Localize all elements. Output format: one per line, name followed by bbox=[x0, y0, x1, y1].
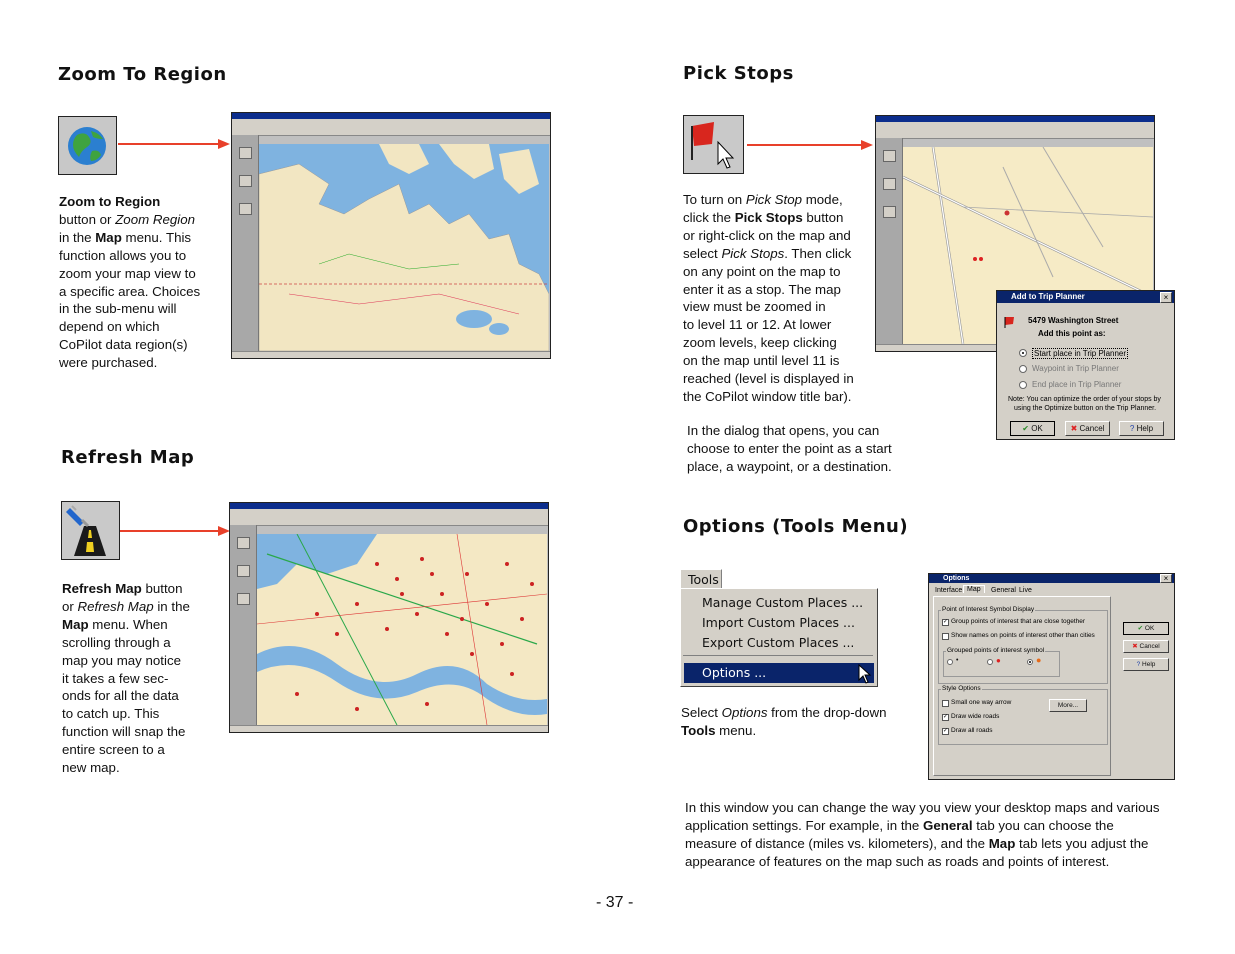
body-line: CoPilot data region(s) bbox=[59, 337, 188, 353]
body-line: application settings. For example, in the General tab you can choose the bbox=[685, 817, 1114, 833]
pick-title: Pick Stops bbox=[683, 63, 794, 84]
chk-show-names-label: Show names on points of interest other than cities bbox=[951, 632, 1095, 639]
body-line: Zoom to Region bbox=[59, 194, 161, 209]
symbol-radio-1[interactable] bbox=[947, 659, 953, 665]
body-line: In this window you can change the way you view your desktop maps and various bbox=[685, 800, 1160, 815]
pick-body-2 bbox=[687, 422, 917, 476]
dialog-address: 5479 Washington Street bbox=[1028, 316, 1119, 325]
menu-options-highlight[interactable] bbox=[684, 663, 874, 683]
refresh-body bbox=[62, 580, 222, 777]
pick-arrow bbox=[747, 138, 873, 152]
style-options-label: Style Options bbox=[942, 685, 981, 692]
chk-group-poi-label: Group points of interest that are close together bbox=[951, 618, 1086, 625]
page-number: - 37 - bbox=[596, 894, 634, 911]
add-to-trip-planner-dialog bbox=[996, 290, 1175, 440]
chk-group-poi[interactable]: ✓ bbox=[943, 619, 949, 625]
body-line: choose to enter the point as a start bbox=[687, 440, 892, 456]
group-poi-label: Point of Interest Symbol Display bbox=[942, 606, 1035, 613]
body-line: in the Map menu. This bbox=[59, 229, 192, 245]
body-line: or right-click on the map and bbox=[683, 227, 851, 243]
body-line: to catch up. This bbox=[62, 706, 160, 722]
options-cancel-button[interactable]: ✖ Cancel bbox=[1123, 640, 1169, 653]
options-paragraph bbox=[685, 799, 1205, 871]
menu-options[interactable]: Options ... bbox=[702, 665, 767, 680]
dialog-note-2: using the Optimize button on the Trip Planner. bbox=[1014, 405, 1157, 412]
options-title: Options (Tools Menu) bbox=[683, 516, 909, 537]
tools-menu bbox=[680, 569, 878, 687]
refresh-screenshot bbox=[229, 502, 549, 733]
body-line: or Refresh Map in the bbox=[62, 598, 190, 614]
flag-icon bbox=[1003, 315, 1017, 329]
zoom-region-icon[interactable] bbox=[58, 116, 117, 175]
body-line: map you may notice bbox=[62, 652, 181, 668]
options-help-button[interactable]: ? Help bbox=[1123, 658, 1169, 671]
ok-button[interactable]: ✔ OK bbox=[1010, 421, 1055, 436]
tab-general[interactable]: General bbox=[991, 587, 1016, 594]
options-dialog: Options × Interface Map General Live Point of Interest Symbol Display ✓ Group points of interest that are close together Show names on points of interest other than cities Grouped points of interest symbol • ● ● Style Options Small one way arrow More... ✓ Draw wide roads ✓ Draw all roads ✔ OK ✖ Cancel ? Help bbox=[928, 573, 1175, 780]
body-line: To turn on Pick Stop mode, bbox=[683, 192, 843, 207]
tab-map[interactable]: Map bbox=[963, 585, 985, 593]
body-line: Select Options from the drop-down bbox=[681, 705, 887, 720]
options-close-icon[interactable]: × bbox=[1160, 574, 1172, 583]
body-line: Tools menu. bbox=[681, 722, 757, 738]
refresh-arrow bbox=[120, 524, 230, 538]
chk-small-arrow[interactable] bbox=[942, 700, 949, 707]
symbol-radio-2[interactable] bbox=[987, 659, 993, 665]
body-line: onds for all the data bbox=[62, 688, 179, 704]
cursor-icon bbox=[858, 664, 872, 684]
refresh-map-icon[interactable] bbox=[61, 501, 120, 560]
body-line: button or Zoom Region bbox=[59, 211, 196, 227]
more-button[interactable]: More... bbox=[1049, 699, 1087, 712]
grouped-symbol-label: Grouped points of interest symbol bbox=[947, 647, 1045, 654]
chk-all-roads[interactable]: ✓ bbox=[943, 728, 949, 734]
chk-small-arrow-label: Small one way arrow bbox=[951, 699, 1012, 706]
body-line: enter it as a stop. The map bbox=[683, 281, 841, 297]
dialog-title: Add to Trip Planner bbox=[997, 291, 1174, 303]
tools-menu-header[interactable]: Tools bbox=[680, 569, 722, 588]
dialog-note-1: Note: You can optimize the order of your stops by bbox=[1008, 396, 1161, 403]
chk-all-roads-label: Draw all roads bbox=[951, 727, 993, 734]
body-line: entire screen to a bbox=[62, 742, 165, 758]
body-line: measure of distance (miles vs. kilometers), and the Map tab lets you adjust the bbox=[685, 835, 1149, 851]
body-line: function allows you to bbox=[59, 247, 187, 263]
body-line: reached (level is displayed in bbox=[683, 371, 854, 387]
body-line: zoom your map view to bbox=[59, 265, 196, 281]
chk-wide-roads-label: Draw wide roads bbox=[951, 713, 1000, 720]
zoom-body bbox=[59, 193, 219, 372]
menu-manage-custom-places[interactable]: Manage Custom Places ... bbox=[702, 595, 864, 610]
pick-stops-icon[interactable] bbox=[683, 115, 744, 174]
option-waypoint-label[interactable]: Waypoint in Trip Planner bbox=[1032, 364, 1119, 373]
zoom-screenshot bbox=[231, 112, 551, 359]
body-line: appearance of features on the map such as roads and points of interest. bbox=[685, 853, 1110, 869]
body-line: the CoPilot window title bar). bbox=[683, 388, 852, 404]
menu-import-custom-places[interactable]: Import Custom Places ... bbox=[702, 615, 855, 630]
body-line: it takes a few sec- bbox=[62, 670, 169, 686]
cancel-button[interactable]: ✖ Cancel bbox=[1065, 421, 1110, 436]
pick-body bbox=[683, 191, 873, 406]
body-line: on the map until level 11 is bbox=[683, 353, 840, 369]
body-line: on any point on the map to bbox=[683, 263, 841, 279]
body-line: a specific area. Choices bbox=[59, 283, 201, 299]
dialog-prompt: Add this point as: bbox=[1038, 329, 1106, 338]
body-line: view must be zoomed in bbox=[683, 299, 826, 315]
body-line: depend on which bbox=[59, 319, 160, 335]
tab-interface[interactable]: Interface bbox=[935, 587, 963, 594]
option-end-label[interactable]: End place in Trip Planner bbox=[1032, 380, 1122, 389]
help-button[interactable]: ? Help bbox=[1119, 421, 1164, 436]
symbol-radio-3[interactable] bbox=[1027, 659, 1033, 665]
zoom-title: Zoom To Region bbox=[58, 64, 227, 85]
chk-wide-roads[interactable]: ✓ bbox=[943, 714, 949, 720]
body-line: were purchased. bbox=[59, 355, 158, 371]
menu-export-custom-places[interactable]: Export Custom Places ... bbox=[702, 635, 855, 650]
options-dialog-title: Options bbox=[929, 574, 1174, 583]
option-start-radio[interactable] bbox=[1019, 349, 1027, 357]
body-line: scrolling through a bbox=[62, 634, 171, 650]
body-line: Refresh Map button bbox=[62, 581, 183, 596]
options-caption bbox=[681, 704, 911, 740]
option-end-radio[interactable] bbox=[1019, 381, 1027, 389]
body-line: Map menu. When bbox=[62, 616, 168, 632]
body-line: zoom levels, keep clicking bbox=[683, 335, 837, 351]
chk-show-names[interactable] bbox=[942, 633, 949, 640]
body-line: place, a waypoint, or a destination. bbox=[687, 458, 892, 474]
option-start-label[interactable]: Start place in Trip Planner bbox=[1034, 349, 1127, 358]
zoom-arrow bbox=[118, 137, 230, 151]
body-line: to level 11 or 12. At lower bbox=[683, 317, 832, 333]
body-line: click the Pick Stops button bbox=[683, 209, 844, 225]
tab-live[interactable]: Live bbox=[1019, 587, 1032, 594]
refresh-title: Refresh Map bbox=[61, 447, 195, 468]
body-line: In the dialog that opens, you can bbox=[687, 423, 880, 438]
body-line: function will snap the bbox=[62, 724, 186, 740]
option-waypoint-radio[interactable] bbox=[1019, 365, 1027, 373]
body-line: new map. bbox=[62, 760, 120, 776]
body-line: select Pick Stops. Then click bbox=[683, 245, 852, 261]
body-line: in the sub-menu will bbox=[59, 301, 177, 317]
close-icon[interactable]: × bbox=[1160, 292, 1172, 303]
options-ok-button[interactable]: ✔ OK bbox=[1123, 622, 1169, 635]
